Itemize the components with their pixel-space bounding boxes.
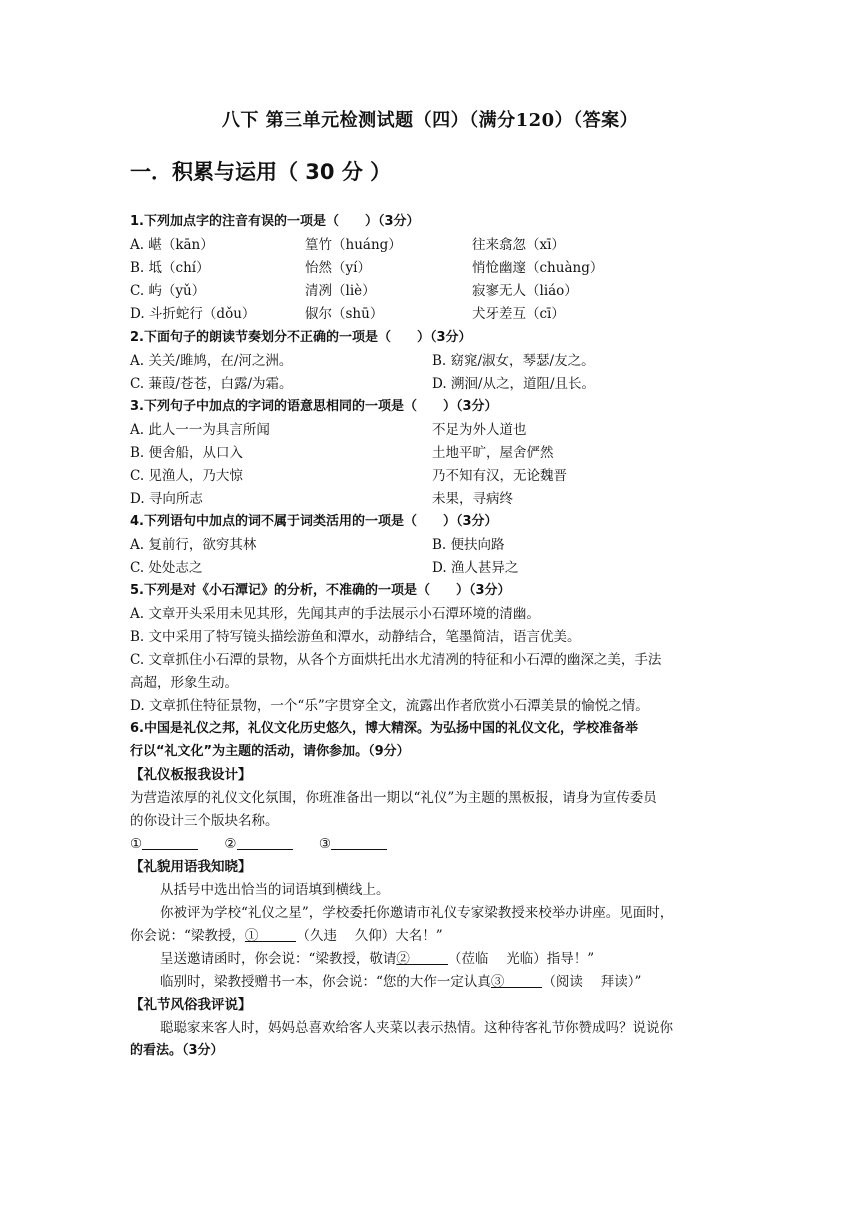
q6-part2-intro: 从括号中选出恰当的词语填到横线上。 [160,882,390,898]
q3-option-d-2: 未果，寻病终 [432,491,513,507]
q6-part2-line2-text: 你会说：“梁教授， [130,928,245,944]
q6-part2-line3-options: （莅临 光临）指导！” [447,951,595,967]
q6-blank-1[interactable] [142,835,198,850]
q6-fill-1-number: ① [244,928,259,944]
question-4-stem: 4.下列语句中加点的词不属于词类活用的一项是（ ）（3分） [130,514,498,529]
q1-option-c-2: 清冽（liè） [305,283,376,299]
q6-part2-title: 【礼貌用语我知晓】 [130,859,252,875]
q1-option-c-3: 寂寥无人（liáo） [472,283,578,299]
q6-part3-line1: 聪聪家来客人时，妈妈总喜欢给客人夹菜以表示热情。这种待客礼节你赞成吗？说说你 [160,1020,673,1036]
q6-part2-line4-options: （阅读 拜读）” [542,974,642,990]
q3-option-a-2: 不足为外人道也 [432,422,527,438]
q6-fill-3-number: ③ [490,974,505,990]
q6-part2-line4 [160,972,641,992]
q3-option-b-2: 土地平旷，屋舍俨然 [432,445,554,461]
q6-fill-2-number: ② [396,951,410,967]
q1-option-d-1: D. 斗折蛇行（dǒu） [130,306,256,322]
q6-part1-line2: 的你设计三个版块名称。 [130,813,279,829]
q3-option-c-2: 乃不知有汉，无论魏晋 [432,468,567,484]
q4-option-a: A. 复前行，欲穷其林 [130,537,257,553]
q6-part2-line1: 你被评为学校“礼仪之星”，学校委托你邀请市礼仪专家梁教授来校举办讲座。见面时， [160,905,674,921]
section-heading: 一．积累与运用（ 30 分 ） [130,160,392,184]
q1-option-a-2: 篁竹（huáng） [305,237,402,253]
q6-blank-row [130,834,387,854]
q5-option-c: C. 文章抓住小石潭的景物，从各个方面烘托出水尤清冽的特征和小石潭的幽深之美，手法 [130,652,662,668]
q1-option-b-2: 怡然（yí） [305,260,371,276]
q1-option-d-3: 犬牙差互（cī） [472,306,565,322]
q6-part2-line3 [160,949,594,969]
q6-fill-3[interactable] [504,973,542,988]
q1-option-d-2: 俶尔（shū） [305,306,384,322]
q4-option-c: C. 处处志之 [130,560,203,576]
q5-option-b: B. 文中采用了特写镜头描绘游鱼和潭水，动静结合，笔墨简洁，语言优美。 [130,629,581,645]
q3-option-b-1: B. 便舍船，从口入 [130,445,244,461]
q6-part3-line2: 的看法。（3分） [130,1043,224,1058]
q3-option-d-1: D. 寻向所志 [130,491,203,507]
question-2-stem: 2.下面句子的朗读节奏划分不正确的一项是（ ）（3分） [130,330,472,345]
q2-option-d: D. 溯洄/从之，道阻/且长。 [432,376,596,392]
q6-fill-1[interactable] [258,927,296,942]
q6-part2-line4-text: 临别时，梁教授赠书一本，你会说：“您的大作一定认真 [160,974,491,990]
q6-fill-2[interactable] [410,950,448,965]
q1-option-b-1: B. 坻（chí） [130,260,210,276]
q6-blank-2-number: ② [224,836,237,852]
q3-option-c-1: C. 见渔人，乃大惊 [130,468,243,484]
q6-blank-3[interactable] [331,835,387,850]
q6-blank-2[interactable] [237,835,293,850]
q5-option-c-cont: 高超，形象生动。 [130,675,238,691]
q4-option-d: D. 渔人甚异之 [432,560,519,576]
q6-part1-line1: 为营造浓厚的礼仪文化氛围，你班准备出一期以“礼仪”为主题的黑板报，请身为宣传委员 [130,790,657,806]
q1-option-a-3: 往来翕忽（xī） [472,237,565,253]
q2-option-a: A. 关关/雎鸠，在/河之洲。 [130,353,293,369]
question-5-stem: 5.下列是对《小石潭记》的分析，不准确的一项是（ ）（3分） [130,583,511,598]
q6-blank-1-number: ① [130,836,143,852]
q6-part2-line3-text: 呈送邀请函时，你会说：“梁教授，敬请 [160,951,397,967]
q6-part2-line2-options: （久违 久仰）大名！” [296,928,443,944]
q5-option-a: A. 文章开头采用未见其形，先闻其声的手法展示小石潭环境的清幽。 [130,606,540,622]
q2-option-c: C. 蒹葭/苍苍，白露/为霜。 [130,376,293,392]
q2-option-b: B. 窈窕/淑女，琴瑟/友之。 [432,353,595,369]
question-1-stem: 1.下列加点字的注音有误的一项是（ ）（3分） [130,214,420,229]
q4-option-b: B. 便扶向路 [432,537,505,553]
q1-option-a-1: A. 嵁（kān） [130,237,214,253]
question-6-stem-2: 行以“礼文化”为主题的活动，请你参加。（9分） [130,744,410,759]
q6-part2-line2 [130,926,443,946]
q1-option-b-3: 悄怆幽邃（chuàng） [472,260,604,276]
q6-blank-3-number: ③ [318,836,331,852]
q1-option-c-1: C. 屿（yǔ） [130,283,206,299]
q5-option-d: D. 文章抓住特征景物，一个“乐”字贯穿全文，流露出作者欣赏小石潭美景的愉悦之情。 [130,698,649,714]
page-title: 八下 第三单元检测试题（四）（满分120）（答案） [221,110,639,131]
question-3-stem: 3.下列句子中加点的字词的语意思相同的一项是（ ）（3分） [130,399,498,414]
question-6-stem-1: 6.中国是礼仪之邦，礼仪文化历史悠久，博大精深。为弘扬中国的礼仪文化，学校准备举 [130,721,638,736]
q6-part3-title: 【礼节风俗我评说】 [130,997,252,1013]
q3-option-a-1: A. 此人一一为具言所闻 [130,422,270,438]
q6-part1-title: 【礼仪板报我设计】 [130,767,252,783]
